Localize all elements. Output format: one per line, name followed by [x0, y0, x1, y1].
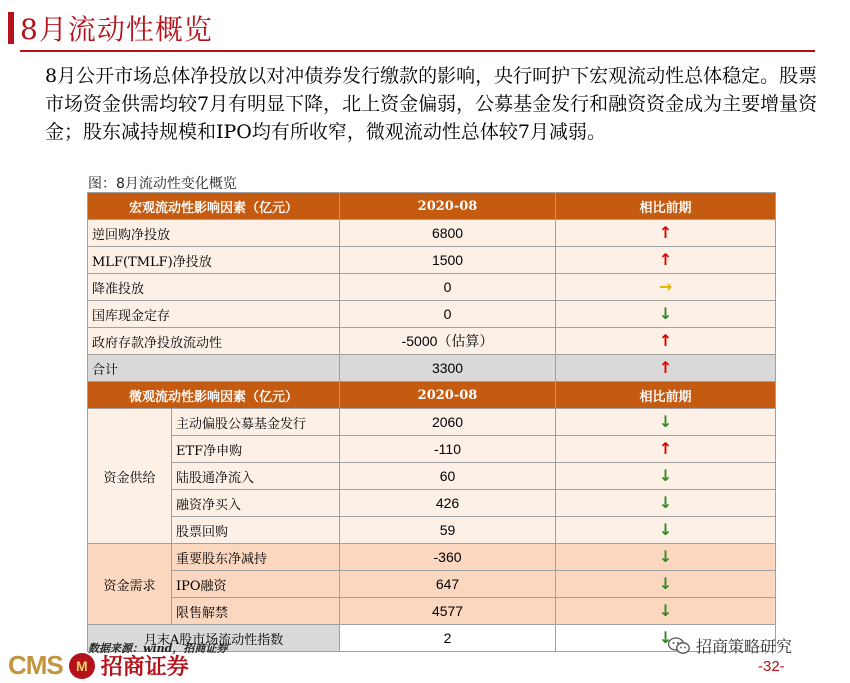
row-label: 融资净买入: [172, 490, 340, 517]
trend-cell: [556, 598, 776, 625]
trend-cell: [556, 517, 776, 544]
trend-cell: [556, 247, 776, 274]
cms-logo: [8, 650, 189, 681]
table-row: [88, 598, 776, 625]
arrow-up-icon: ↑: [658, 357, 673, 377]
trend-cell: [556, 301, 776, 328]
liquidity-table: [87, 192, 776, 652]
title-wrap: [20, 8, 213, 48]
row-value: 4577: [340, 598, 556, 625]
table-row: [88, 247, 776, 274]
macro-header-row: [88, 193, 776, 220]
micro-header-change: 相比前期: [556, 382, 776, 409]
table-row: [88, 463, 776, 490]
arrow-down-icon: ↓: [658, 573, 673, 593]
title-accent-bar: [8, 12, 14, 44]
logo-emblem-letter: M: [75, 657, 88, 674]
row-label: 逆回购净投放: [88, 220, 340, 247]
row-label: 股票回购: [172, 517, 340, 544]
row-value: -5000（估算）: [340, 328, 556, 355]
row-label: 主动偏股公募基金发行: [172, 409, 340, 436]
trend-cell: [556, 571, 776, 598]
trend-cell: [556, 220, 776, 247]
row-label: 限售解禁: [172, 598, 340, 625]
micro-header-factor: 微观流动性影响因素（亿元）: [88, 382, 340, 409]
arrow-down-icon: ↓: [658, 546, 673, 566]
supply-group-label: 资金供给: [88, 409, 172, 544]
trend-cell: [556, 355, 776, 382]
arrow-down-icon: ↓: [658, 600, 673, 620]
row-label: 降准投放: [88, 274, 340, 301]
demand-group-label: 资金需求: [88, 544, 172, 625]
figure-caption: 图：8月流动性变化概览: [88, 176, 237, 192]
row-value: 426: [340, 490, 556, 517]
wechat-watermark: [668, 634, 792, 657]
micro-header-row: [88, 382, 776, 409]
table-row: [88, 571, 776, 598]
row-label: IPO融资: [172, 571, 340, 598]
row-label: 国库现金定存: [88, 301, 340, 328]
logo-emblem-icon: [69, 653, 95, 679]
row-label: 重要股东净减持: [172, 544, 340, 571]
arrow-up-icon: ↑: [658, 249, 673, 269]
table-row: [88, 409, 776, 436]
table-row: [88, 220, 776, 247]
row-value: 0: [340, 301, 556, 328]
arrow-down-icon: ↓: [658, 492, 673, 512]
index-label: 月末A股市场流动性指数: [88, 625, 340, 652]
trend-cell: [556, 463, 776, 490]
arrow-up-icon: ↑: [658, 438, 673, 458]
macro-header-factor: 宏观流动性影响因素（亿元）: [88, 193, 340, 220]
arrow-down-icon: ↓: [658, 627, 673, 647]
macro-header-change: 相比前期: [556, 193, 776, 220]
row-value: 6800: [340, 220, 556, 247]
table-row: [88, 517, 776, 544]
arrow-down-icon: ↓: [658, 465, 673, 485]
row-value: -360: [340, 544, 556, 571]
logo-cms-text: CMS: [8, 650, 63, 680]
table-row: [88, 301, 776, 328]
title-rule: [20, 50, 815, 52]
row-label: 陆股通净流入: [172, 463, 340, 490]
index-value: 2: [340, 625, 556, 652]
arrow-down-icon: ↓: [658, 411, 673, 431]
trend-cell: [556, 490, 776, 517]
total-row: [88, 355, 776, 382]
table-row: [88, 544, 776, 571]
row-label: ETF净申购: [172, 436, 340, 463]
arrow-down-icon: ↓: [658, 303, 673, 323]
data-source-note: 数据来源：wind，招商证券: [88, 642, 228, 655]
row-label: MLF(TMLF)净投放: [88, 247, 340, 274]
arrow-up-icon: ↑: [658, 330, 673, 350]
wechat-icon: [668, 637, 690, 655]
row-value: 2060: [340, 409, 556, 436]
trend-cell: [556, 544, 776, 571]
row-label: 政府存款净投放流动性: [88, 328, 340, 355]
arrow-up-icon: ↑: [658, 222, 673, 242]
table-row: [88, 490, 776, 517]
table-row: [88, 274, 776, 301]
arrow-right-icon: →: [658, 276, 673, 296]
trend-cell: [556, 409, 776, 436]
logo-cn-text: 招商证券: [100, 654, 189, 680]
macro-header-period: 2020-08: [340, 193, 556, 220]
intro-paragraph: 8月公开市场总体净投放以对冲债券发行缴款的影响，央行呵护下宏观流动性总体稳定。股票市场资金供需均较7月有明显下降，北上资金偏弱，公募基金发行和融资资金成为主要增量资金；股东减持规模和IPO均有所收窄，微观流动性总体较7月减弱。: [45, 65, 818, 143]
wechat-account-name: 招商策略研究: [696, 637, 793, 656]
trend-cell: [556, 328, 776, 355]
slide-title: 8月流动性概览: [20, 13, 213, 46]
arrow-down-icon: ↓: [658, 519, 673, 539]
micro-header-period: 2020-08: [340, 382, 556, 409]
total-label: 合计: [88, 355, 340, 382]
total-value: 3300: [340, 355, 556, 382]
trend-cell: [556, 274, 776, 301]
table-row: [88, 328, 776, 355]
page-number: -32-: [758, 658, 785, 675]
row-value: 1500: [340, 247, 556, 274]
row-value: 647: [340, 571, 556, 598]
row-value: 60: [340, 463, 556, 490]
row-value: -110: [340, 436, 556, 463]
trend-cell: [556, 436, 776, 463]
table-row: [88, 436, 776, 463]
liquidity-table-body: [88, 193, 776, 652]
row-value: 0: [340, 274, 556, 301]
row-value: 59: [340, 517, 556, 544]
